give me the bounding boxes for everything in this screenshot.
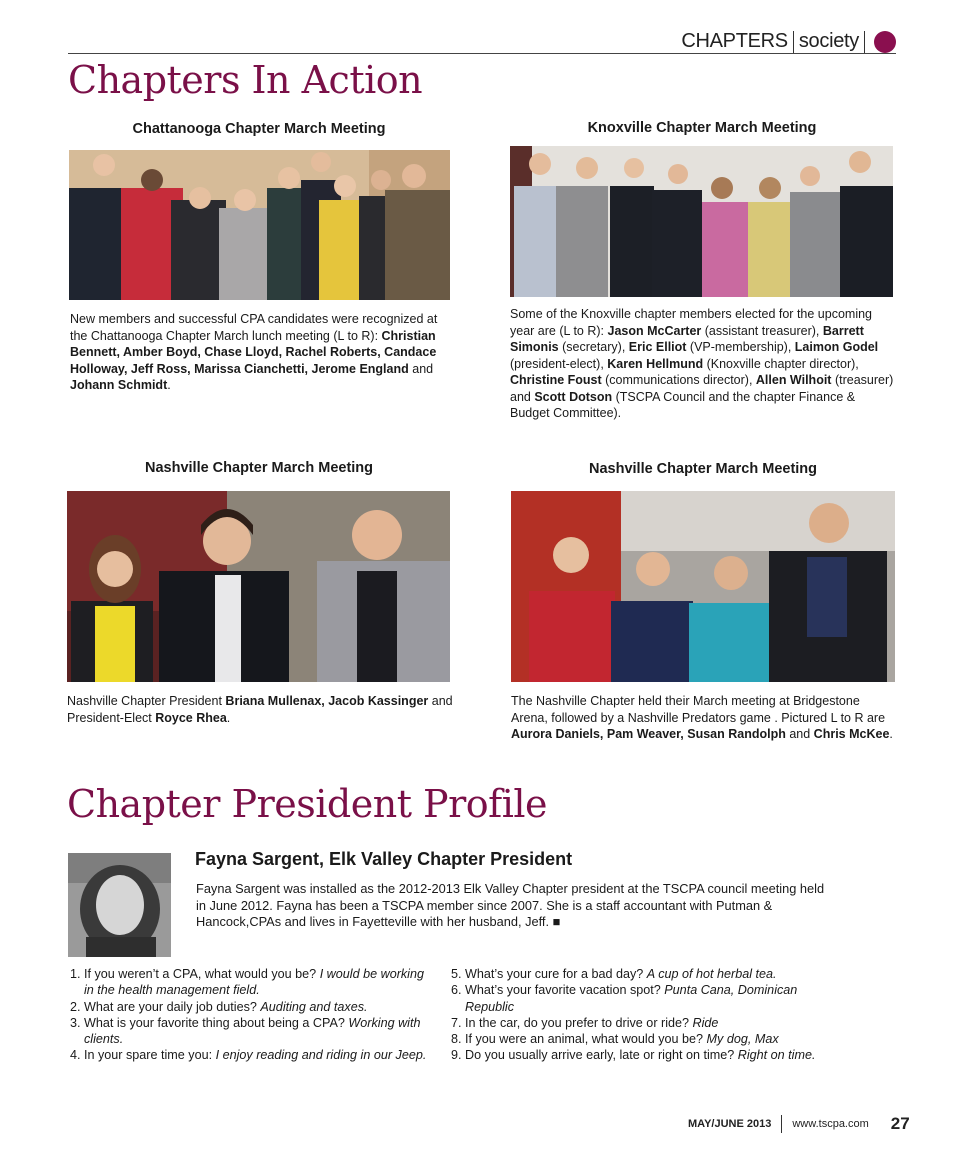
answer-text: Auditing and taxes. — [260, 999, 368, 1014]
caption-names: Karen Hellmund — [607, 356, 704, 371]
answer-text: I enjoy reading and riding in our Jeep. — [215, 1048, 427, 1063]
question-text: If you were an animal, what would you be? — [465, 1032, 707, 1047]
question-text: In the car, do you prefer to drive or ride? — [465, 1015, 693, 1030]
caption-text: The Nashville Chapter held their March meeting at Bridgestone Arena, followed by a Nashville Predators game . Pictured L to R are — [511, 694, 886, 725]
issue-date: MAY/JUNE 2013 — [688, 1118, 772, 1130]
caption-text: Some of the Knoxville chapter members elected for the upcoming year are (L to R): — [510, 307, 872, 338]
nashville-photo-2 — [511, 491, 895, 682]
question-item — [465, 966, 819, 982]
caption-names: Royce Rhea — [155, 710, 227, 725]
caption-names: Barrett Simonis — [510, 323, 864, 354]
caption-names: Aurora Daniels, Pam Weaver, Susan Randolph — [511, 727, 786, 741]
caption-text: (secretary), — [558, 340, 629, 354]
caption-text: (VP-membership), — [686, 340, 795, 354]
portrait-illustration — [68, 853, 171, 957]
section-title-president-profile: Chapter President Profile — [67, 782, 548, 826]
question-item — [465, 1047, 819, 1063]
caption-names: Allen Wilhoit — [755, 373, 832, 387]
question-item — [84, 1015, 428, 1048]
chattanooga-caption — [70, 311, 454, 394]
answer-text: Working with clients. — [84, 1015, 421, 1047]
question-item — [84, 999, 428, 1015]
section-title-chapters-in-action: Chapters In Action — [68, 58, 423, 102]
nashville-caption-2 — [511, 693, 897, 743]
chattanooga-photo — [69, 150, 450, 300]
answer-text: I would be working in the health management field. — [84, 967, 424, 998]
question-text: What’s your cure for a bad day? — [465, 967, 647, 981]
group-photo-illustration — [69, 150, 450, 300]
question-text: What are your daily job duties? — [84, 999, 261, 1014]
question-text: What’s your favorite vacation spot? — [465, 983, 665, 998]
running-header — [681, 30, 896, 53]
question-item — [465, 1031, 819, 1047]
question-text: Do you usually arrive early, late or right on time? — [465, 1048, 738, 1063]
question-item — [84, 966, 428, 999]
question-text: In your spare time you: — [84, 1048, 216, 1063]
questions-right — [449, 966, 819, 1064]
question-item — [465, 1015, 819, 1031]
caption-names: Jason McCarter — [607, 323, 702, 338]
header-rule — [68, 53, 896, 54]
page-footer — [688, 1114, 910, 1134]
caption-text: (treasurer) and — [510, 373, 894, 404]
footer-url: www.tscpa.com — [792, 1118, 869, 1130]
question-item — [465, 982, 819, 1015]
question-text: If you weren’t a CPA, what would you be? — [84, 967, 320, 981]
group-photo-illustration — [67, 491, 450, 682]
caption-text: and President-Elect — [67, 694, 453, 725]
answer-text: Ride — [692, 1015, 719, 1030]
caption-text: (assistant treasurer), — [701, 323, 823, 338]
chattanooga-title: Chattanooga Chapter March Meeting — [132, 121, 386, 137]
group-photo-illustration — [511, 491, 895, 682]
caption-names: Christian Bennett, Amber Boyd, Chase Lloyd, Rachel Roberts, Candace Holloway, Jeff Ross, Marissa Cianchetti, Jerome England — [70, 328, 437, 376]
caption-names: Chris McKee — [813, 727, 890, 741]
knoxville-photo — [510, 146, 893, 297]
nashville-title-2: Nashville Chapter March Meeting — [588, 461, 818, 477]
profile-bio: Fayna Sargent was installed as the 2012-2013 Elk Valley Chapter president at the TSCPA council meeting held in June 2012. Fayna has been a TSCPA member since 2007. She is a staff accountant with Putman & Hancock,CPAs and lives in Fayetteville with her husband, Jeff. ■ — [196, 881, 825, 929]
footer-divider — [781, 1115, 782, 1133]
profile-portrait — [68, 853, 171, 957]
question-text: What is your favorite thing about being a CPA? — [84, 1015, 349, 1030]
caption-names: Johann Schmidt — [70, 378, 168, 392]
answer-text: Punta Cana, Dominican Republic — [465, 983, 798, 1014]
caption-text: New members and successful CPA candidates were recognized at the Chattanooga Chapter March lunch meeting (L to R): — [70, 312, 438, 343]
nashville-title-1: Nashville Chapter March Meeting — [144, 460, 374, 476]
questions-left — [68, 966, 428, 1064]
caption-names: Briana Mullenax, Jacob Kassinger — [225, 694, 429, 708]
caption-text: Nashville Chapter President — [67, 694, 226, 708]
caption-text: and — [408, 361, 434, 376]
knoxville-title: Knoxville Chapter March Meeting — [587, 120, 817, 136]
caption-names: Laimon Godel — [794, 340, 879, 354]
caption-text: (communications director), — [601, 373, 756, 387]
subsection-label: society — [798, 30, 859, 52]
caption-text: (TSCPA Council and the chapter Finance & Budget Committee). — [510, 389, 856, 420]
caption-text: . — [226, 710, 231, 725]
caption-text: (president-elect), — [510, 356, 608, 371]
caption-names: Scott Dotson — [534, 389, 613, 404]
answer-text: Right on time. — [737, 1048, 816, 1063]
answer-text: A cup of hot herbal tea. — [646, 967, 777, 981]
header-divider — [793, 31, 794, 53]
header-dot-icon — [874, 31, 896, 53]
nashville-caption-1 — [67, 693, 457, 726]
page-number: 27 — [890, 1114, 910, 1133]
section-label: CHAPTERS — [681, 30, 788, 52]
header-divider — [864, 31, 865, 53]
nashville-photo-1 — [67, 491, 450, 682]
question-item — [84, 1047, 428, 1063]
profile-name: Fayna Sargent, Elk Valley Chapter President — [195, 849, 573, 869]
knoxville-caption — [510, 306, 894, 422]
caption-text: (Knoxville chapter director), — [703, 356, 859, 371]
caption-names: Christine Foust — [510, 373, 602, 387]
caption-names: Eric Elliot — [628, 340, 687, 354]
caption-text: . — [167, 378, 171, 392]
caption-text: and — [785, 727, 814, 741]
group-photo-illustration — [510, 146, 893, 297]
caption-text: . — [889, 727, 893, 741]
answer-text: My dog, Max — [706, 1032, 779, 1047]
